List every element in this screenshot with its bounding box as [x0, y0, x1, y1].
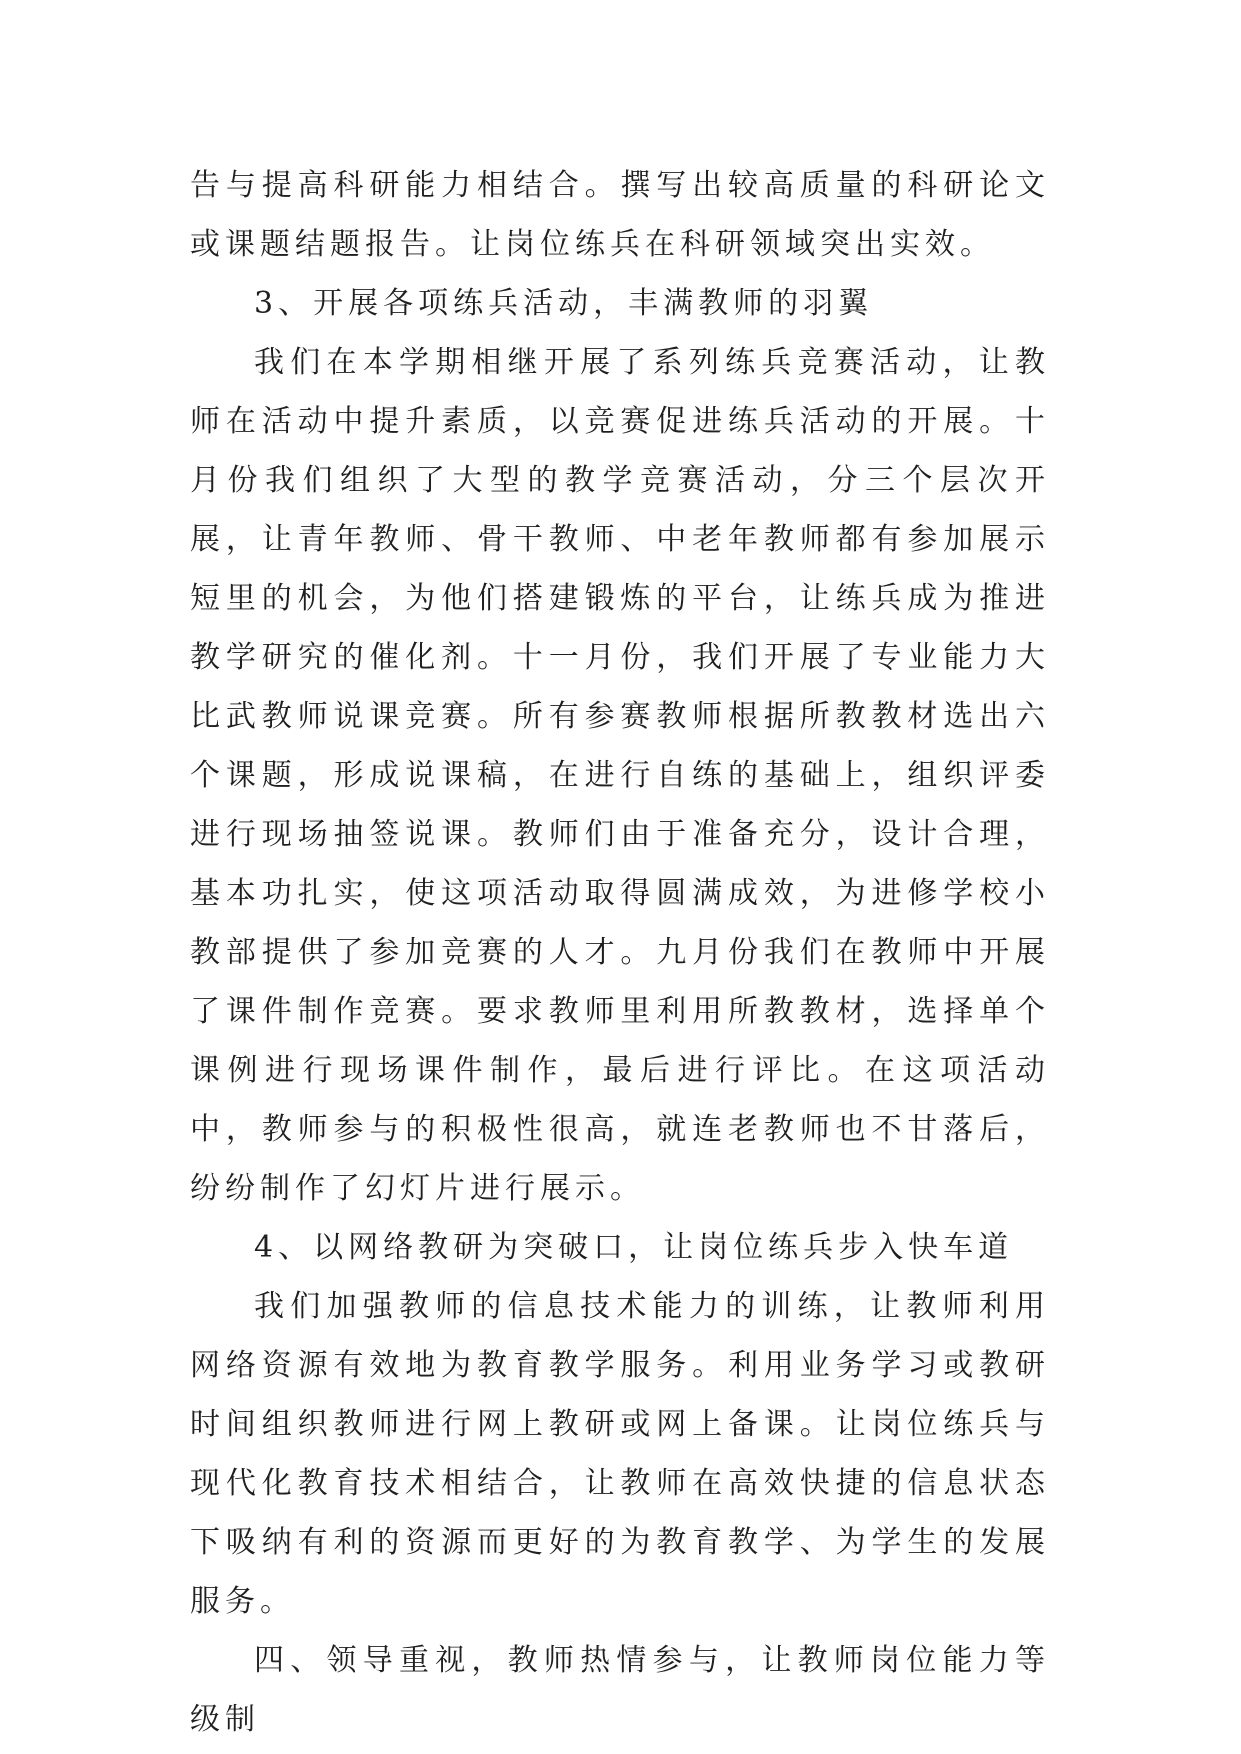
paragraph-training-activities: 我们在本学期相继开展了系列练兵竞赛活动，让教师在活动中提升素质，以竞赛促进练兵活动的开展。十月份我们组织了大型的教学竞赛活动，分三个层次开展，让青年教师、骨干教师、中老年教师都有参加展示短里的机会，为他们搭建锻炼的平台，让练兵成为推进教学研究的催化剂。十一月份，我们开展了专业能力大比武教师说课竞赛。所有参赛教师根据所教教材选出六个课题，形成说课稿，在进行自练的基础上，组织评委进行现场抽签说课。教师们由于准备充分，设计合理，基本功扎实，使这项活动取得圆满成效，为进修学校小教部提供了参加竞赛的人才。九月份我们在教师中开展了课件制作竞赛。要求教师里利用所教教材，选择单个课例进行现场课件制作，最后进行评比。在这项活动中，教师参与的积极性很高，就连老教师也不甘落后，纷纷制作了幻灯片进行展示。	[190, 345, 1050, 1206]
section-heading-3: 3、开展各项练兵活动，丰满教师的羽翼	[254, 286, 874, 321]
document-body	[190, 156, 1050, 1749]
paragraph-network-research: 我们加强教师的信息技术能力的训练，让教师利用网络资源有效地为教育教学服务。利用业务学习或教研时间组织教师进行网上教研或网上备课。让岗位练兵与现代化教育技术相结合，让教师在高效快捷的信息状态下吸纳有利的资源而更好的为教育教学、为学生的发展服务。	[190, 1289, 1050, 1619]
section-heading-four: 四、领导重视，教师热情参与，让教师岗位能力等级制	[190, 1643, 1050, 1737]
section-heading-4: 4、以网络教研为突破口，让岗位练兵步入快车道	[254, 1230, 1014, 1265]
paragraph-continuation: 告与提高科研能力相结合。撰写出较高质量的科研论文或课题结题报告。让岗位练兵在科研领域突出实效。	[190, 168, 1050, 262]
